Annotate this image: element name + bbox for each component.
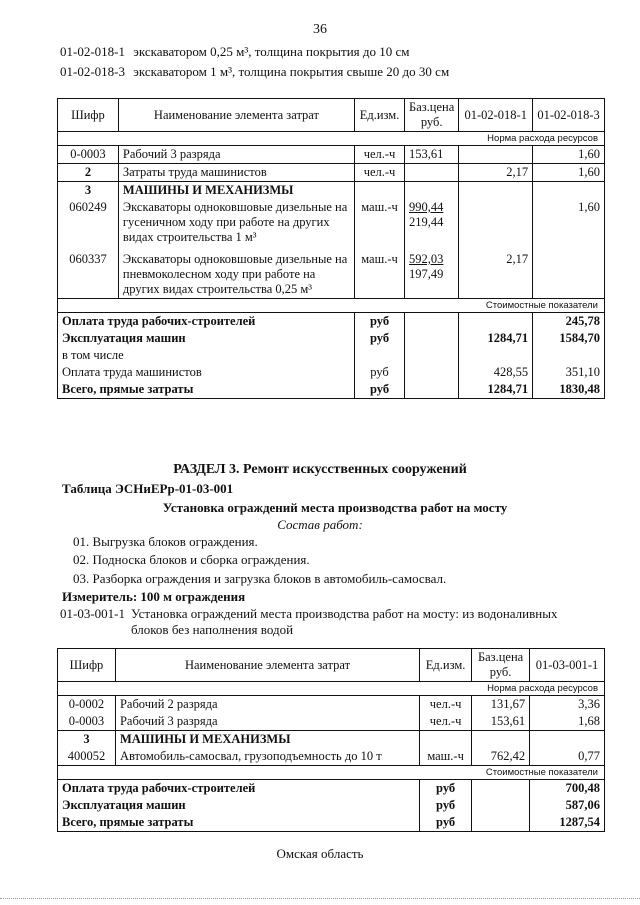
row-code: 3 <box>58 182 119 200</box>
table-row <box>58 146 605 164</box>
subheader-cost-text: Стоимостные показатели <box>58 299 605 313</box>
row-code: 0-0003 <box>58 713 116 731</box>
table-row <box>58 182 605 200</box>
item-text: Установка ограждений места производства работ на мосту: из водоналивных блоков без наполнения водой <box>131 606 558 637</box>
header-price: Баз.цена руб. <box>405 99 459 132</box>
header-col-1: 01-02-018-1 <box>459 99 533 132</box>
row-value-2: 1,60 <box>533 146 605 164</box>
measurer: Измеритель: 100 м ограждения <box>62 589 246 604</box>
header-name: Наименование элемента затрат <box>115 649 419 682</box>
subheader-cost <box>58 299 605 313</box>
row-value-1 <box>459 199 533 246</box>
cost-value-1: 428,55 <box>459 364 533 381</box>
spec-code: 01-02-018-3 <box>60 64 125 79</box>
row-code: 0-0002 <box>58 696 116 714</box>
cost-value-1: 587,06 <box>530 797 605 814</box>
cost-value-1: 1287,54 <box>530 814 605 832</box>
cost-row <box>58 797 605 814</box>
cost-value-2: 351,10 <box>533 364 605 381</box>
header-code: Шифр <box>58 649 116 682</box>
row-value-1 <box>459 146 533 164</box>
cost-value-1 <box>459 313 533 331</box>
row-name: Рабочий 2 разряда <box>115 696 419 714</box>
row-unit: чел.-ч <box>420 696 472 714</box>
cost-name: Оплата труда рабочих-строителей <box>58 313 355 331</box>
subheader-norm-text: Норма расхода ресурсов <box>58 682 605 696</box>
row-name: Рабочий 3 разряда <box>115 713 419 731</box>
cost-row <box>58 381 605 399</box>
cost-name: Оплата труда рабочих-строителей <box>58 780 420 798</box>
table-header-row <box>58 99 605 132</box>
row-price: 762,42 <box>472 748 530 766</box>
row-name: МАШИНЫ И МЕХАНИЗМЫ <box>115 731 419 749</box>
row-value-1: 0,77 <box>530 748 605 766</box>
table-header-row <box>58 649 605 682</box>
work-item: 03. Разборка ограждения и загрузка блоков в автомобиль-самосвал. <box>73 571 447 586</box>
cost-value-2: 245,78 <box>533 313 605 331</box>
table-row <box>58 164 605 182</box>
row-unit: чел.-ч <box>420 713 472 731</box>
bottom-divider <box>0 898 640 899</box>
spec-lines <box>60 42 449 82</box>
cost-name: Всего, прямые затраты <box>58 814 420 832</box>
row-price-main: 592,03 <box>409 252 444 266</box>
subheader-norm <box>58 682 605 696</box>
row-value-1: 1,68 <box>530 713 605 731</box>
subheader-cost-text: Стоимостные показатели <box>58 766 605 780</box>
header-col-2: 01-02-018-3 <box>533 99 605 132</box>
cost-name: в том числе <box>58 347 355 364</box>
table-row <box>58 731 605 749</box>
cost-unit: руб <box>420 780 472 798</box>
cost-unit: руб <box>355 330 405 347</box>
cost-value-1: 700,48 <box>530 780 605 798</box>
page-footer: Омская область <box>276 846 364 861</box>
table-row <box>58 748 605 766</box>
row-code: 060249 <box>58 199 119 246</box>
spec-text: экскаватором 1 м³, толщина покрытия свыше 20 до 30 см <box>133 64 450 79</box>
table-row <box>58 246 605 299</box>
row-name: Затраты труда машинистов <box>118 164 354 182</box>
row-name: МАШИНЫ И МЕХАНИЗМЫ <box>118 182 354 200</box>
cost-row <box>58 780 605 798</box>
header-col-1: 01-03-001-1 <box>530 649 605 682</box>
row-code: 060337 <box>58 246 119 299</box>
resource-table-2 <box>57 648 605 832</box>
cost-value-1: 1284,71 <box>459 330 533 347</box>
row-code: 0-0003 <box>58 146 119 164</box>
spec-text: экскаватором 0,25 м³, толщина покрытия до 10 см <box>133 44 410 59</box>
row-code: 2 <box>58 164 119 182</box>
cost-name: Эксплуатация машин <box>58 797 420 814</box>
subheader-norm <box>58 132 605 146</box>
row-name: Автомобиль-самосвал, грузоподъемность до 10 т <box>115 748 419 766</box>
subheader-norm-text: Норма расхода ресурсов <box>58 132 605 146</box>
row-price-main: 990,44 <box>409 200 444 214</box>
table-row <box>58 199 605 246</box>
cost-value-1: 1284,71 <box>459 381 533 399</box>
row-value-1: 3,36 <box>530 696 605 714</box>
row-code: 400052 <box>58 748 116 766</box>
table-id: Таблица ЭСНиЕРр-01-03-001 <box>62 481 234 496</box>
cost-name: Эксплуатация машин <box>58 330 355 347</box>
row-unit: маш.-ч <box>355 199 405 246</box>
row-value-1: 2,17 <box>459 164 533 182</box>
cost-unit: руб <box>355 313 405 331</box>
item-description <box>60 606 590 638</box>
spec-code: 01-02-018-1 <box>60 44 125 59</box>
row-price-sub: 219,44 <box>409 215 444 229</box>
row-unit: чел.-ч <box>355 146 405 164</box>
page-number: 36 <box>313 22 327 37</box>
subheader-cost <box>58 766 605 780</box>
resource-table-1 <box>57 98 605 399</box>
row-name: Экскаваторы одноковшовые дизельные на пневмоколесном ходу при работе на других видах строительства 0,25 м³ <box>118 246 354 299</box>
work-composition-header: Состав работ: <box>277 517 363 532</box>
cost-value-2: 1830,48 <box>533 381 605 399</box>
header-code: Шифр <box>58 99 119 132</box>
row-price <box>405 246 459 299</box>
row-value-2: 1,60 <box>533 164 605 182</box>
row-price: 153,61 <box>472 713 530 731</box>
section-title: РАЗДЕЛ 3. Ремонт искусственных сооружений <box>173 462 467 477</box>
cost-row <box>58 330 605 347</box>
row-price: 131,67 <box>472 696 530 714</box>
header-name: Наименование элемента затрат <box>118 99 354 132</box>
work-item: 01. Выгрузка блоков ограждения. <box>73 534 258 549</box>
spec-line <box>60 62 449 82</box>
row-unit: маш.-ч <box>355 246 405 299</box>
header-unit: Ед.изм. <box>420 649 472 682</box>
row-price <box>405 164 459 182</box>
cost-unit: руб <box>420 814 472 832</box>
row-name: Рабочий 3 разряда <box>118 146 354 164</box>
cost-unit: руб <box>355 381 405 399</box>
row-price-sub: 197,49 <box>409 267 444 281</box>
cost-name: Всего, прямые затраты <box>58 381 355 399</box>
cost-row <box>58 364 605 381</box>
row-value-2 <box>533 246 605 299</box>
row-value-2: 1,60 <box>533 199 605 246</box>
table-row <box>58 696 605 714</box>
row-unit: чел.-ч <box>355 164 405 182</box>
row-name: Экскаваторы одноковшовые дизельные на гусеничном ходу при работе на других видах строительства 1 м³ <box>118 199 354 246</box>
item-code: 01-03-001-1 <box>60 606 125 621</box>
work-item: 02. Подноска блоков и сборка ограждения. <box>73 552 310 567</box>
header-unit: Ед.изм. <box>355 99 405 132</box>
table-row <box>58 713 605 731</box>
cost-unit: руб <box>355 364 405 381</box>
row-unit: маш.-ч <box>420 748 472 766</box>
row-value-1: 2,17 <box>459 246 533 299</box>
cost-value-2: 1584,70 <box>533 330 605 347</box>
cost-row <box>58 347 605 364</box>
table-name: Установка ограждений места производства работ на мосту <box>162 500 508 515</box>
cost-row <box>58 313 605 331</box>
row-price: 153,61 <box>405 146 459 164</box>
cost-name: Оплата труда машинистов <box>58 364 355 381</box>
header-price: Баз.цена руб. <box>472 649 530 682</box>
row-code: 3 <box>58 731 116 749</box>
cost-row <box>58 814 605 832</box>
cost-unit: руб <box>420 797 472 814</box>
spec-line <box>60 42 449 62</box>
row-price <box>405 199 459 246</box>
